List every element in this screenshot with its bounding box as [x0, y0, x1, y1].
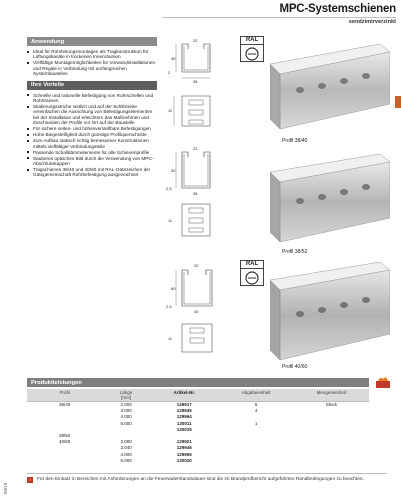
- list-item: [27, 132, 157, 137]
- dim-height: 60: [171, 286, 176, 291]
- dim-wall: 2: [168, 70, 171, 75]
- cell-artikel: 130020: [176, 457, 192, 463]
- dim-h2: 11: [168, 218, 173, 223]
- column-header-laenge-label: Länge: [119, 390, 133, 395]
- dim-width: 38: [193, 79, 198, 84]
- cell-abgabe: 4: [254, 408, 258, 414]
- column-header-laenge: [102, 389, 150, 402]
- dim-wall: 2.5: [166, 304, 172, 309]
- ral-badge: [240, 36, 264, 62]
- cell-profil: 39/52: [58, 433, 71, 439]
- cell-abgabe: 1: [254, 420, 258, 426]
- cell-artikel: 129965: [176, 451, 192, 457]
- page-title: MPC-Systemschienen: [279, 3, 396, 15]
- dim-height: 40: [171, 56, 176, 61]
- list-item: [27, 156, 157, 167]
- column-header-artikel: Artikel-Nr.: [173, 390, 196, 395]
- bullet-icon: [27, 128, 29, 130]
- cell-laenge: 3.040: [120, 445, 132, 451]
- bullet-icon: [27, 62, 29, 64]
- profile-38-52: [162, 146, 392, 256]
- table-row: [27, 458, 369, 464]
- bullet-icon: [27, 169, 29, 171]
- cell-artikel: 129921: [176, 439, 192, 445]
- vorteile-list: [27, 93, 157, 178]
- cell-artikel: 129946: [176, 445, 192, 451]
- dim-height: 52: [171, 168, 176, 173]
- list-item-text: Ideal für Rohrleitungsmontagen als Tragkonstruktion für Lüftungskanäle in trockenen Innenräumen: [33, 49, 149, 60]
- profile-label-38-40: Profil 38/40: [282, 138, 308, 144]
- page-code-text: 09/19: [3, 482, 8, 494]
- profile-label-38-52: Profil 38/52: [282, 249, 308, 255]
- cell-abgabe: [219, 458, 294, 464]
- cell-laenge: 2.000: [102, 402, 150, 409]
- list-item: [27, 150, 157, 155]
- dim-width: 38: [193, 191, 198, 196]
- cell-profil: 40/60: [58, 439, 71, 445]
- section-heading-produkte: Produktleistungen: [27, 378, 369, 387]
- list-item-text: Sauberes optisches Bild durch die Verwendung von MPC-Abschlusskappen: [33, 155, 154, 167]
- anwendung-list: [27, 49, 157, 77]
- profile-label-40-60: Profil 40/60: [282, 364, 308, 370]
- profile-38-40: [162, 34, 392, 146]
- product-table: [27, 389, 369, 464]
- cell-artikel: 129917: [150, 402, 218, 409]
- dim-h2: 11: [168, 336, 173, 341]
- rail-image-40-60: [270, 262, 390, 362]
- cell-laenge: 6.000: [120, 457, 132, 463]
- page-subtitle: sendzimirverzinkt: [348, 19, 396, 25]
- list-item-text: Vielfältige Montagemöglichkeiten für Vorwandinstallationen und Regale in Verbindung mit umfangreichen Systembauteilen: [33, 60, 156, 77]
- column-header-laenge-unit: [mm]: [121, 395, 132, 400]
- section-heading-vorteile: Ihre Vorteile: [27, 81, 157, 90]
- cell-laenge: 6.000: [120, 420, 132, 426]
- list-item-text: Passende Schalldämmelemente für alle Schienenprofile: [33, 149, 150, 155]
- section-tab-marker: [395, 96, 401, 108]
- footnote-row: [27, 477, 387, 483]
- dim-width: 40: [194, 309, 199, 314]
- cell-menge: [294, 458, 369, 464]
- bullet-icon: [27, 157, 29, 159]
- profile-drawing-40-60: [162, 256, 237, 356]
- list-item-text: Hohe Biegesteifigkeit durch günstige Profilquerschnitte: [33, 132, 147, 138]
- rail-image-38-40: [270, 44, 390, 134]
- feature-column: [27, 37, 157, 182]
- dim-top: 22: [193, 38, 198, 43]
- cell-laenge: 4.000: [120, 414, 132, 420]
- dim-top: 22: [194, 263, 199, 268]
- product-table-body: [27, 402, 369, 465]
- ral-badge: [240, 260, 264, 286]
- dim-wall: 2.5: [166, 186, 172, 191]
- ral-badge-text: RAL: [241, 37, 263, 45]
- list-item: [27, 126, 157, 131]
- list-item-text: Tragschienen 38/40 und 40/60 mit RAL-Gütezeichen der Gütegemeinschaft Rohrbefestigung ausgezeichnet: [33, 167, 151, 178]
- column-header-abgabe: Abgabeeinheit: [241, 390, 271, 395]
- cell-laenge: 3.000: [120, 408, 132, 414]
- cell-profil: [27, 458, 102, 464]
- list-item: [27, 60, 157, 76]
- cell-artikel: 129945: [176, 408, 192, 414]
- cell-profil: 38/40: [27, 402, 102, 409]
- dim-h2: 11: [168, 108, 173, 113]
- cell-artikel: 130015: [176, 426, 192, 432]
- ral-seal-icon: [241, 45, 263, 62]
- list-item-text: Zum Aufbau statisch richtig bemessener Konstruktionen mittels vielfältiger Verbindungsteile: [33, 138, 149, 149]
- page-code: [3, 470, 11, 494]
- list-item: [27, 49, 157, 60]
- page-header: [230, 3, 396, 25]
- list-item-text: Für sichere seiten- und höhenverstellbare Befestigungen: [33, 126, 151, 132]
- warning-icon: !: [27, 477, 33, 483]
- table-row: [27, 402, 369, 409]
- cell-abgabe: 5: [219, 402, 294, 409]
- cell-menge: Stück: [294, 402, 369, 409]
- bullet-icon: [27, 140, 29, 142]
- profile-40-60: [162, 256, 392, 374]
- bullet-icon: [27, 106, 29, 108]
- bullet-icon: [27, 151, 29, 153]
- list-item-text: Schnelle und rationelle Befestigung von Rohrschellen und Rohrtrassen: [33, 92, 154, 104]
- footnote-divider: [27, 473, 387, 474]
- column-header-menge: Mengeneinheit: [316, 390, 347, 395]
- table-header-row: [27, 389, 369, 402]
- ral-badge-text: RAL: [241, 261, 263, 269]
- header-divider: [162, 17, 396, 18]
- footnote-text: Für den Einsatz in Bereichen mit Anforderungen an die Feuerwiderstandsdauer sind die im Brandprüfbericht aufgeführten Randbedingungen zu beachten.: [37, 477, 364, 482]
- fire-protection-logo-icon: [375, 375, 391, 389]
- cell-laenge: 4.000: [120, 451, 132, 457]
- column-header-profil: Profil: [59, 390, 70, 395]
- footnote: [27, 473, 387, 483]
- dim-top: 22: [193, 146, 198, 151]
- cell-artikel: 130011: [176, 420, 192, 426]
- cell-artikel: 129964: [176, 414, 192, 420]
- list-item: [27, 167, 157, 178]
- list-item: [27, 138, 157, 149]
- bullet-icon: [27, 51, 29, 53]
- list-item: [27, 93, 157, 104]
- rail-image-38-52: [270, 154, 390, 244]
- list-item: [27, 104, 157, 126]
- section-heading-anwendung: Anwendung: [27, 37, 157, 46]
- bullet-icon: [27, 134, 29, 136]
- list-item-text: Skalierungsstriche seitlich und auf der Schlitzseite vereinfachen die Ausrichtung von Befestigungselementen bei der Installation und erleichtern das Maßnehmen und Zuschneiden der Profile vor Ort auf der Baustelle: [33, 104, 153, 126]
- profile-drawing-38-52: [162, 146, 237, 246]
- bullet-icon: [27, 94, 29, 96]
- cell-laenge: 2.000: [120, 439, 132, 445]
- profile-drawing-38-40: [162, 34, 237, 134]
- ral-seal-icon: [241, 269, 263, 286]
